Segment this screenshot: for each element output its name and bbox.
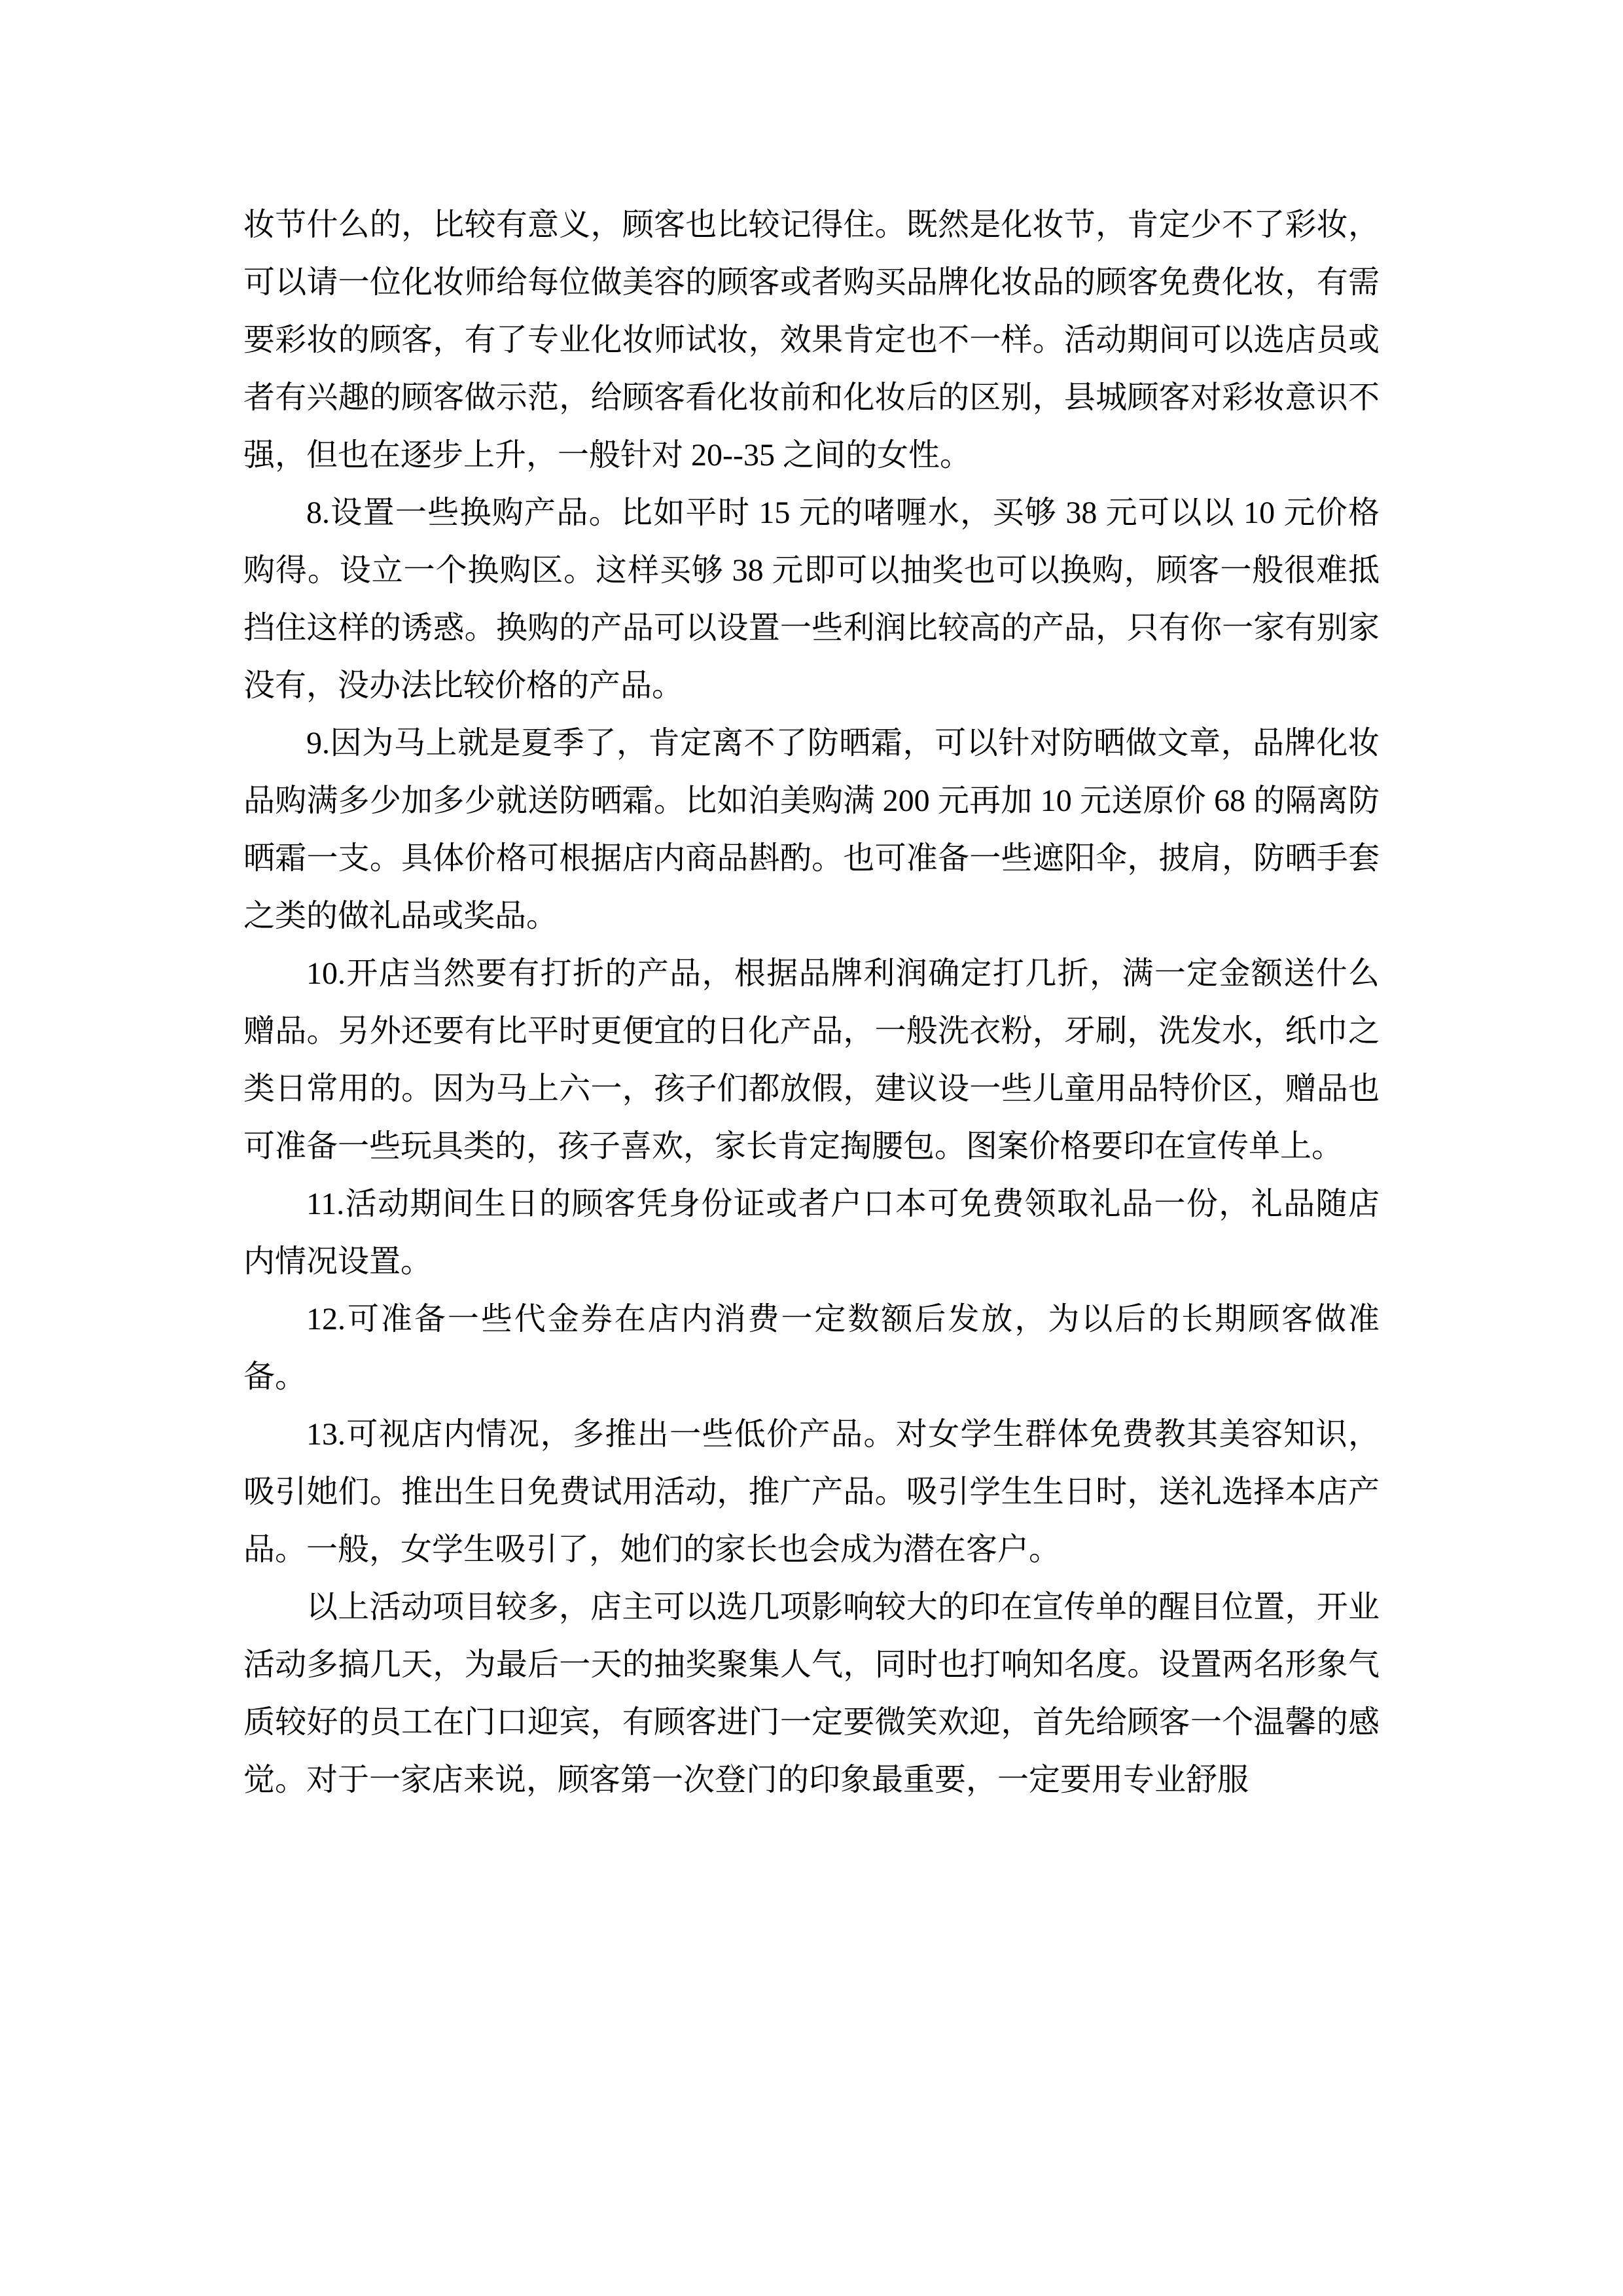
paragraph: 10.开店当然要有打折的产品，根据品牌利润确定打几折，满一定金额送什么赠品。另外还要有比平时更便宜的日化产品，一般洗衣粉，牙刷，洗发水，纸巾之类日常用的。因为马上六一，孩子们都放假，建议设一些儿童用品特价区，赠品也可准备一些玩具类的，孩子喜欢，家长肯定掏腰包。图案价格要印在宣传单上。: [243, 956, 1380, 1164]
paragraph: 妆节什么的，比较有意义，顾客也比较记得住。既然是化妆节，肯定少不了彩妆，可以请一位化妆师给每位做美容的顾客或者购买品牌化妆品的顾客免费化妆，有需要彩妆的顾客，有了专业化妆师试妆，效果肯定也不一样。活动期间可以选店员或者有兴趣的顾客做示范，给顾客看化妆前和化妆后的区别，县城顾客对彩妆意识不强，但也在逐步上升，一般针对 20--35 之间的女性。: [243, 207, 1380, 473]
paragraph: 12.可准备一些代金券在店内消费一定数额后发放，为以后的长期顾客做准备。: [243, 1302, 1380, 1394]
paragraph: 9.因为马上就是夏季了，肯定离不了防晒霜，可以针对防晒做文章，品牌化妆品购满多少加多少就送防晒霜。比如泊美购满 200 元再加 10 元送原价 68 的隔离防晒霜一支。具体价格可根据店内商品斟酌。也可准备一些遮阳伞，披肩，防晒手套之类的做礼品或奖品。: [243, 726, 1380, 933]
paragraph: 以上活动项目较多，店主可以选几项影响较大的印在宣传单的醒目位置，开业活动多搞几天，为最后一天的抽奖聚集人气，同时也打响知名度。设置两名形象气质较好的员工在门口迎宾，有顾客进门一定要微笑欢迎，首先给顾客一个温馨的感觉。对于一家店来说，顾客第一次登门的印象最重要，一定要用专业舒服: [243, 1590, 1380, 1797]
paragraph: 11.活动期间生日的顾客凭身份证或者户口本可免费领取礼品一份，礼品随店内情况设置。: [243, 1187, 1380, 1279]
document-body: [243, 196, 1380, 1809]
paragraph: 8.设置一些换购产品。比如平时 15 元的啫喱水，买够 38 元可以以 10 元价格购得。设立一个换购区。这样买够 38 元即可以抽奖也可以换购，顾客一般很难抵挡住这样的诱惑。换购的产品可以设置一些利润比较高的产品，只有你一家有别家没有，没办法比较价格的产品。: [243, 495, 1380, 703]
paragraph: 13.可视店内情况，多推出一些低价产品。对女学生群体免费教其美容知识，吸引她们。推出生日免费试用活动，推广产品。吸引学生生日时，送礼选择本店产品。一般，女学生吸引了，她们的家长也会成为潜在客户。: [243, 1417, 1380, 1567]
